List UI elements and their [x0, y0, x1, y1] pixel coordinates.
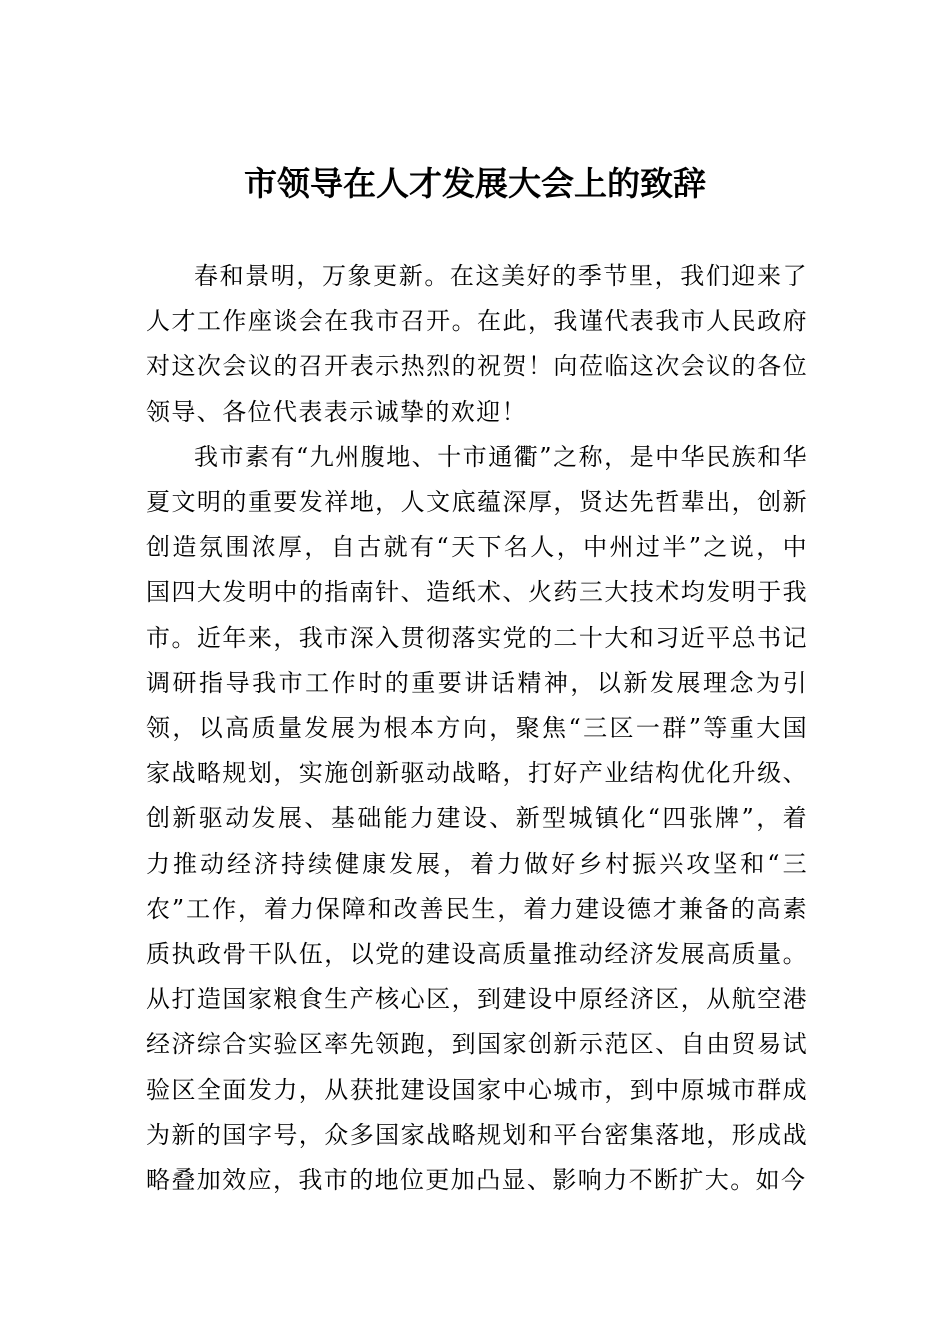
document-title: 市领导在人才发展大会上的致辞: [244, 164, 706, 203]
document-body: [146, 254, 808, 1203]
paragraph-city-overview: 我市素有“九州腹地、十市通衢”之称，是中华民族和华夏文明的重要发祥地，人文底蕴深厚，贤达先哲辈出，创新创造氛围浓厚，自古就有“天下名人，中州过半”之说，中国四大发明中的指南针、造纸术、火药三大技术均发明于我市。近年来，我市深入贯彻落实党的二十大和习近平总书记调研指导我市工作时的重要讲话精神，以新发展理念为引领，以高质量发展为根本方向，聚焦“三区一群”等重大国家战略规划，实施创新驱动战略，打好产业结构优化升级、创新驱动发展、基础能力建设、新型城镇化“四张牌”，着力推动经济持续健康发展，着力做好乡村振兴攻坚和“三农”工作，着力保障和改善民生，着力建设德才兼备的高素质执政骨干队伍，以党的建设高质量推动经济发展高质量。从打造国家粮食生产核心区，到建设中原经济区，从航空港经济综合实验区率先领跑，到国家创新示范区、自由贸易试验区全面发力，从获批建设国家中心城市，到中原城市群成为新的国字号，众多国家战略规划和平台密集落地，形成战略叠加效应，我市的地位更加凸显、影响力不断扩大。如今: [146, 442, 808, 1195]
paragraph-greeting: 春和景明，万象更新。在这美好的季节里，我们迎来了人才工作座谈会在我市召开。在此，我谨代表我市人民政府对这次会议的召开表示热烈的祝贺！向莅临这次会议的各位领导、各位代表表示诚挚的欢迎！: [146, 262, 808, 426]
